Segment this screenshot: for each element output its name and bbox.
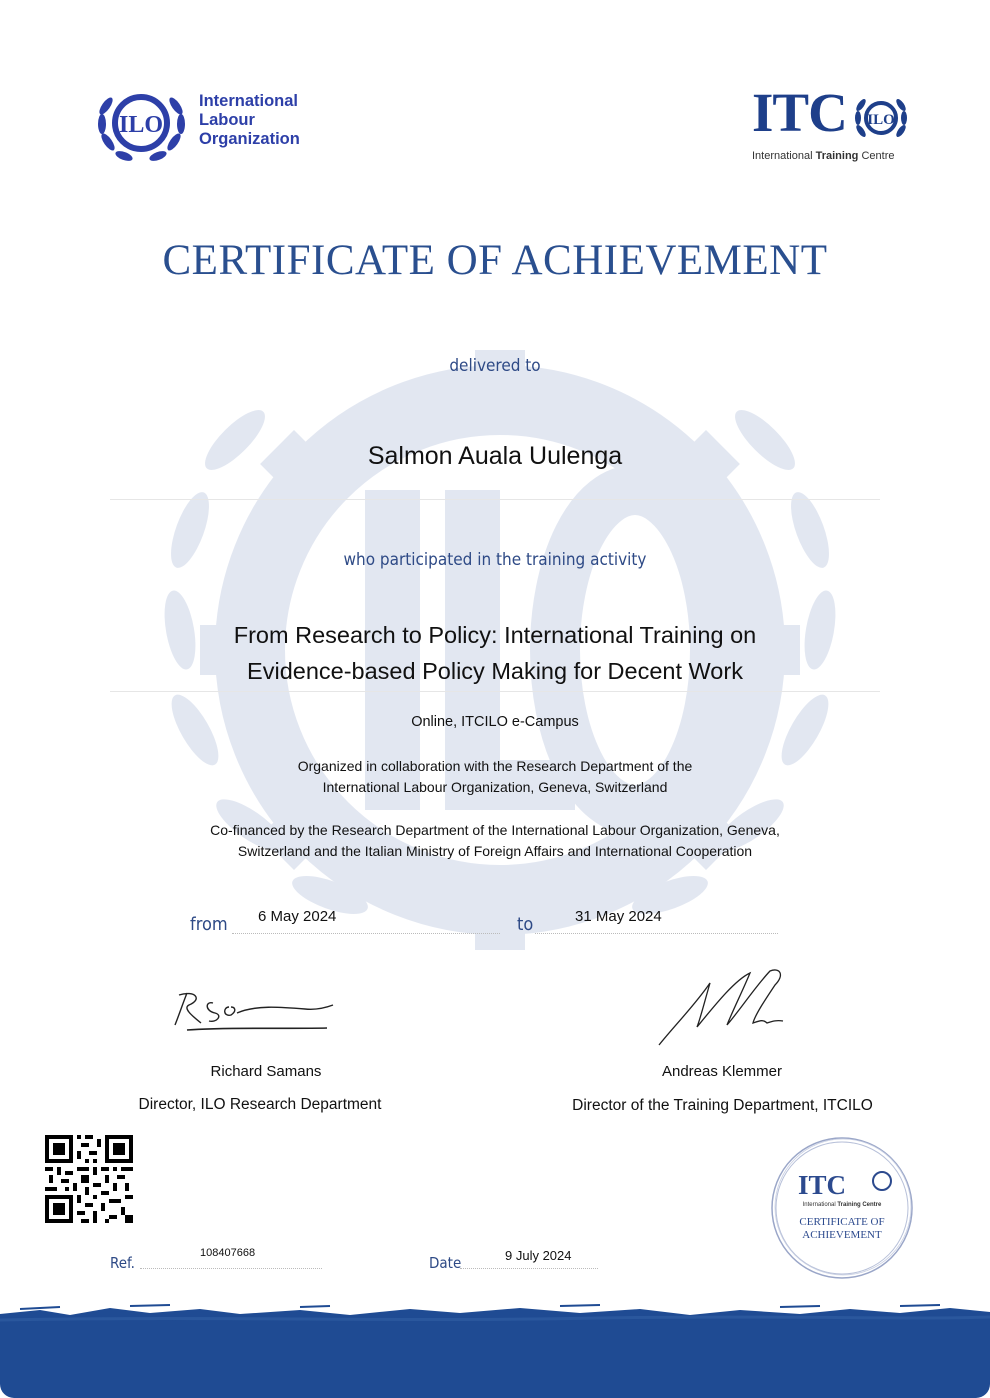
date-line xyxy=(460,1268,598,1269)
seal-ring-icon xyxy=(768,1134,916,1282)
itc-ilo-emblem-icon xyxy=(852,93,910,143)
from-label: from xyxy=(190,914,228,935)
course-divider xyxy=(110,691,880,692)
signatory-1-name: Richard Samans xyxy=(210,1063,322,1080)
ref-line xyxy=(140,1268,322,1269)
venue: Online, ITCILO e-Campus xyxy=(411,714,579,730)
bottom-brush-band xyxy=(0,1300,990,1398)
itc-subtitle: International Training Centre xyxy=(752,150,895,162)
to-date-line xyxy=(535,933,778,934)
to-date: 31 May 2024 xyxy=(575,908,662,925)
ilo-name: International Labour Organization xyxy=(199,92,300,148)
ref-label: Ref. xyxy=(110,1254,135,1272)
signatory-1-title: Director, ILO Research Department xyxy=(138,1096,382,1113)
to-label: to xyxy=(517,914,534,935)
course-title: From Research to Policy: International Training on Evidence-based Policy Making for Decent Work xyxy=(233,622,757,684)
recipient-name: Salmon Auala Uulenga xyxy=(367,442,623,470)
signatory-2-title: Director of the Training Department, ITCILO xyxy=(572,1097,873,1114)
seal-subtitle: International Training Centre xyxy=(802,1202,882,1208)
participated-label: who participated in the training activity xyxy=(343,550,647,570)
cofinanced-text: Co-financed by the Research Department of the International Labour Organization, Geneva, Switzerland and the Italian Ministry of Foreign Affairs and International Cooperation xyxy=(210,822,780,859)
from-date: 6 May 2024 xyxy=(258,908,337,925)
from-date-line xyxy=(232,933,500,934)
itc-logo-letters: ITC xyxy=(752,82,847,143)
signature-richard-samans xyxy=(165,985,340,1040)
qr-code-icon xyxy=(45,1135,133,1223)
seal-text: CERTIFICATE OF ACHIEVEMENT xyxy=(799,1216,885,1241)
issue-date: 9 July 2024 xyxy=(505,1248,572,1263)
svg-text:ILO: ILO xyxy=(118,112,164,138)
name-divider xyxy=(110,499,880,500)
ref-value: 108407668 xyxy=(200,1247,256,1259)
date-label: Date xyxy=(429,1254,462,1272)
achievement-seal xyxy=(768,1134,916,1282)
signatory-2-name: Andreas Klemmer xyxy=(661,1063,783,1080)
delivered-to-label: delivered to xyxy=(449,356,541,376)
svg-text:ILO: ILO xyxy=(867,112,895,128)
organized-text: Organized in collaboration with the Research Department of the International Labour Organization, Geneva, Switzerland xyxy=(297,758,693,795)
signature-andreas-klemmer xyxy=(655,965,790,1050)
certificate-title: CERTIFICATE OF ACHIEVEMENT xyxy=(162,237,828,284)
ilo-emblem-icon xyxy=(94,84,189,162)
seal-letters: ITC xyxy=(798,1170,847,1200)
